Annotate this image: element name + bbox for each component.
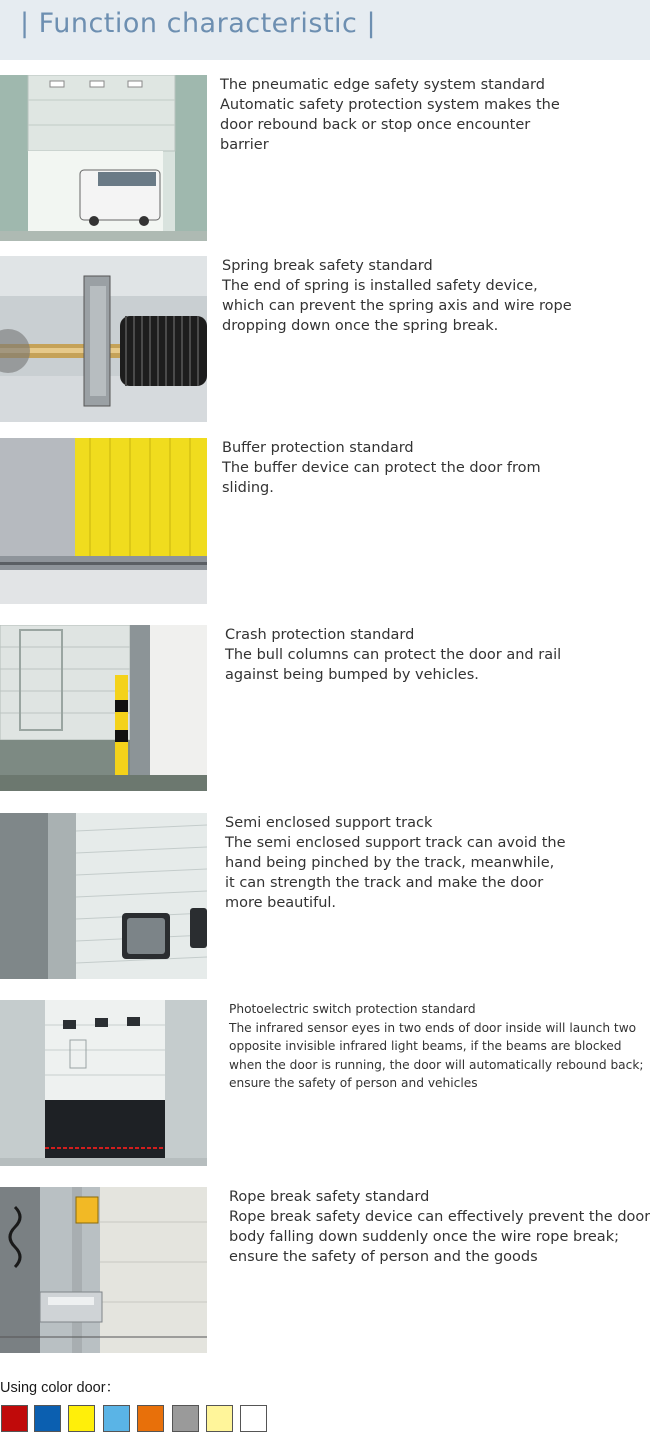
spring-break-description: [222, 256, 572, 336]
color-swatch-red[interactable]: [1, 1405, 28, 1432]
feature-line: sliding.: [222, 480, 274, 496]
feature-pneumatic-edge: [0, 75, 650, 241]
feature-line: body falling down suddenly once the wire rope break;: [229, 1229, 619, 1245]
color-swatch-yellow[interactable]: [68, 1405, 95, 1432]
pneumatic-edge-description: [220, 75, 560, 155]
pneumatic-edge-photo: [0, 75, 207, 241]
color-swatch-orange[interactable]: [137, 1405, 164, 1432]
feature-line: barrier: [220, 137, 269, 153]
feature-line: Rope break safety device can effectively prevent the door: [229, 1209, 650, 1225]
photoelectric-switch-photo: [0, 1000, 207, 1166]
feature-title: Spring break safety standard: [222, 258, 433, 274]
feature-photoelectric-switch: [0, 1000, 650, 1166]
feature-title: Semi enclosed support track: [225, 815, 433, 831]
feature-line: hand being pinched by the track, meanwhile,: [225, 855, 555, 871]
feature-title: Rope break safety standard: [229, 1189, 430, 1205]
rope-break-photo: [0, 1187, 207, 1353]
feature-buffer-protection: [0, 438, 650, 604]
feature-line: it can strength the track and make the door: [225, 875, 544, 891]
color-options-label: Using color door：: [0, 1380, 121, 1396]
page-title: | Function characteristic |: [20, 8, 377, 39]
spring-break-photo: [0, 256, 207, 422]
buffer-protection-description: [222, 438, 541, 498]
feature-support-track: [0, 813, 650, 979]
feature-line: opposite invisible infrared light beams, if the beams are blocked: [229, 1039, 622, 1053]
color-swatch-light-yellow[interactable]: [206, 1405, 233, 1432]
feature-spring-break: [0, 256, 650, 422]
feature-line: The semi enclosed support track can avoid the: [225, 835, 566, 851]
feature-line: ensure the safety of person and vehicles: [229, 1076, 478, 1090]
feature-title: The pneumatic edge safety system standard: [220, 77, 545, 93]
feature-line: door rebound back or stop once encounter: [220, 117, 531, 133]
feature-line: The bull columns can protect the door and rail: [225, 647, 562, 663]
feature-line: which can prevent the spring axis and wire rope: [222, 298, 572, 314]
color-swatch-gray[interactable]: [172, 1405, 199, 1432]
crash-protection-photo: [0, 625, 207, 791]
feature-title: Buffer protection standard: [222, 440, 414, 456]
support-track-photo: [0, 813, 207, 979]
feature-line: against being bumped by vehicles.: [225, 667, 479, 683]
color-swatch-blue[interactable]: [34, 1405, 61, 1432]
support-track-description: [225, 813, 566, 913]
feature-rope-break: [0, 1187, 650, 1353]
color-swatch-white[interactable]: [240, 1405, 267, 1432]
feature-line: ensure the safety of person and the goods: [229, 1249, 538, 1265]
feature-line: dropping down once the spring break.: [222, 318, 499, 334]
header-banner: [0, 0, 650, 60]
feature-crash-protection: [0, 625, 650, 791]
feature-title: Crash protection standard: [225, 627, 415, 643]
feature-line: Automatic safety protection system makes the: [220, 97, 560, 113]
feature-line: more beautiful.: [225, 895, 337, 911]
photoelectric-switch-description: [229, 1000, 644, 1093]
crash-protection-description: [225, 625, 561, 685]
feature-line: The end of spring is installed safety device,: [222, 278, 538, 294]
color-swatch-light-blue[interactable]: [103, 1405, 130, 1432]
feature-line: The buffer device can protect the door from: [222, 460, 541, 476]
buffer-protection-photo: [0, 438, 207, 604]
feature-title: Photoelectric switch protection standard: [229, 1002, 476, 1016]
feature-line: The infrared sensor eyes in two ends of door inside will launch two: [229, 1020, 637, 1035]
feature-line: when the door is running, the door will automatically rebound back;: [229, 1057, 644, 1072]
rope-break-description: [229, 1187, 650, 1267]
